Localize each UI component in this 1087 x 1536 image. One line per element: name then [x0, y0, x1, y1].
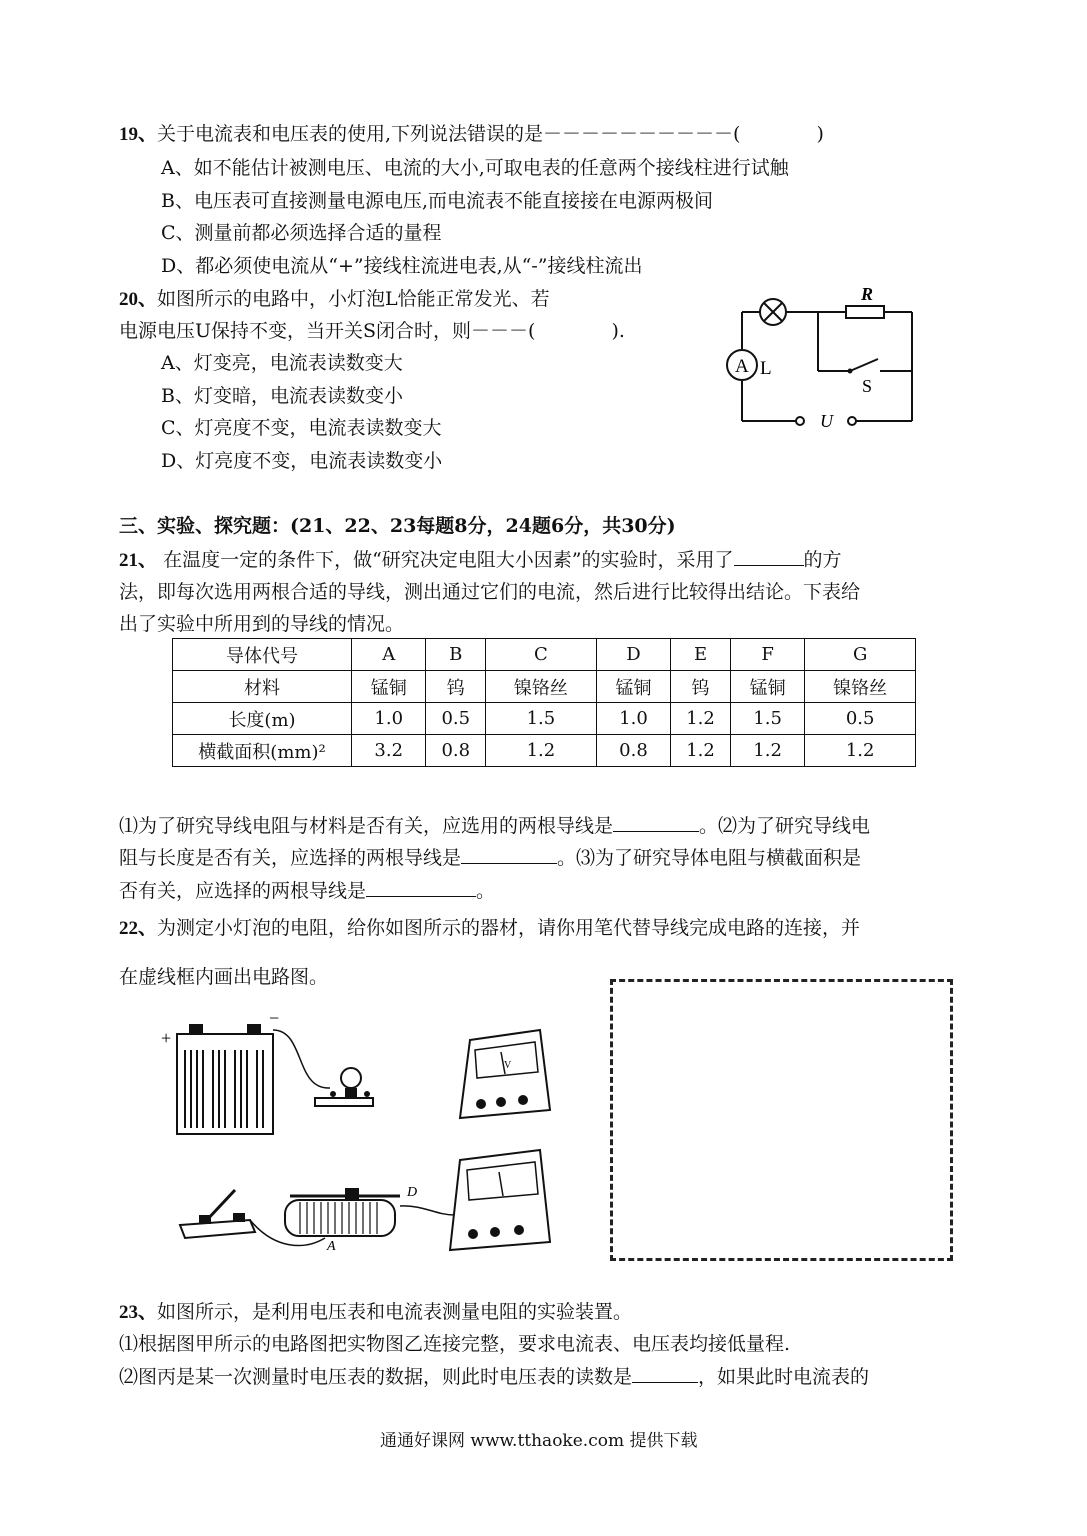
q21-method-blank[interactable]: [734, 547, 804, 566]
source-terminal-right: [848, 417, 856, 425]
q23-line1-text: 如图所示，是利用电压表和电流表测量电阻的实验装置。: [157, 1301, 633, 1323]
battery-icon: [161, 1010, 279, 1134]
q23-line3-text-b: ，如果此时电流表的: [698, 1366, 870, 1388]
q23-line1: [119, 1300, 632, 1325]
table-cell: 1.2: [730, 735, 804, 767]
q20-stem-line1: [119, 287, 550, 312]
table-cell: 1.0: [352, 703, 426, 735]
table-row-materials: [173, 671, 916, 703]
q21-line1: [119, 547, 842, 573]
q23-line3-text-a: ⑵图丙是某一次测量时电压表的数据，则此时电压表的读数是: [119, 1366, 633, 1388]
q20-number: 20、: [119, 289, 158, 310]
wire-table: [172, 638, 916, 767]
table-cell: 镍铬丝: [805, 671, 916, 703]
q21-line1-text-a: 在温度一定的条件下，做“研究决定电阻大小因素”的实验时，采用了: [163, 549, 734, 571]
table-cell: 1.2: [671, 735, 731, 767]
table-cell: 1.2: [486, 735, 597, 767]
table-row-lengths: [173, 703, 916, 735]
switch-icon: [180, 1190, 255, 1238]
table-cell: D: [596, 639, 670, 671]
q21-material-blank[interactable]: [613, 813, 699, 832]
rheostat-icon: [285, 1185, 417, 1254]
rheostat-label-a: A: [327, 1239, 336, 1254]
q21-line1-text-b: 的方: [803, 549, 842, 571]
lamp-symbol: [760, 299, 786, 325]
table-row-codes: [173, 639, 916, 671]
q22-apparatus-picture: [155, 1010, 575, 1260]
q20-circuit-diagram: [720, 285, 930, 435]
voltmeter-icon: [460, 1030, 550, 1118]
q19-stem-text: 关于电流表和电压表的使用,下列说法错误的是－－－－－－－－－－( ): [157, 123, 824, 145]
table-cell: 钨: [426, 671, 486, 703]
q21-area-blank[interactable]: [366, 878, 476, 897]
q20-option-a: A、灯变亮，电流表读数变大: [161, 352, 403, 374]
table-cell: 1.0: [596, 703, 670, 735]
table-cell: 镍铬丝: [486, 671, 597, 703]
switch-label: S: [862, 376, 873, 396]
table-cell: 锰铜: [730, 671, 804, 703]
q23-number: 23、: [119, 1302, 158, 1323]
source-label: U: [820, 411, 833, 431]
q21-part1-text-a: ⑴为了研究导线电阻与材料是否有关，应选用的两根导线是: [119, 815, 614, 837]
q22-line1: [119, 916, 860, 941]
q19-number: 19、: [119, 124, 158, 145]
q21-line2: 法，即每次选用两根合适的导线，测出通过它们的电流，然后进行比较得出结论。下表给: [119, 581, 861, 603]
battery-minus-label: −: [269, 1010, 280, 1028]
circuit-drawing-box[interactable]: [610, 979, 953, 1261]
q20-stem-line2: 电源电压U保持不变，当开关S闭合时，则－－－( ).: [119, 320, 625, 342]
q21-part3-text-b: 。: [476, 880, 496, 902]
q20-option-d: D、灯亮度不变，电流表读数变小: [161, 450, 443, 472]
q19-option-d: D、都必须使电流从“+”接线柱流进电表,从“-”接线柱流出: [161, 255, 643, 277]
table-cell: 锰铜: [352, 671, 426, 703]
q21-part1-text-b: 。⑵为了研究导线电: [699, 815, 871, 837]
voltmeter-label: V: [504, 1060, 512, 1071]
q21-line3: 出了实验中所用到的导线的情况。: [119, 613, 405, 635]
ammeter-label: A: [735, 356, 749, 377]
table-cell: E: [671, 639, 731, 671]
q19-stem: [119, 122, 824, 147]
table-cell: 0.8: [426, 735, 486, 767]
q20-stem-text-1: 如图所示的电路中，小灯泡L恰能正常发光、若: [157, 288, 550, 310]
table-cell: F: [730, 639, 804, 671]
page-footer: 通通好课网 www.tthaoke.com 提供下载: [380, 1431, 698, 1451]
table-cell: 1.2: [671, 703, 731, 735]
q23-line3: [119, 1364, 869, 1389]
lamp-label: L: [760, 358, 772, 379]
q21-part2-text-a: 阻与长度是否有关，应选择的两根导线是: [119, 847, 462, 869]
q19-option-b: B、电压表可直接测量电源电压,而电流表不能直接接在电源两极间: [161, 190, 714, 212]
q22-number: 22、: [119, 918, 158, 939]
table-cell: A: [352, 639, 426, 671]
table-cell: 钨: [671, 671, 731, 703]
q19-option-c: C、测量前都必须选择合适的量程: [161, 222, 442, 244]
table-cell: 0.8: [596, 735, 670, 767]
q23-line2: ⑴根据图甲所示的电路图把实物图乙连接完整，要求电流表、电压表均接低量程.: [119, 1333, 791, 1355]
rheostat-label-d: D: [407, 1185, 418, 1200]
q21-part1: [119, 813, 870, 838]
resistor-label: R: [861, 285, 874, 304]
section3-title: 三、实验、探究题：(21、22、23每题8分，24题6分，共30分): [119, 515, 676, 537]
table-cell: 0.5: [805, 703, 916, 735]
table-cell: C: [486, 639, 597, 671]
table-row-areas: [173, 735, 916, 767]
q21-part3: [119, 878, 495, 903]
q21-part2-text-b: 。⑶为了研究导体电阻与横截面积是: [557, 847, 862, 869]
q21-part3-text-a: 否有关，应选择的两根导线是: [119, 880, 367, 902]
table-header-area: 横截面积(mm)²: [173, 735, 352, 767]
ammeter-symbol: [727, 350, 757, 380]
table-header-material: 材料: [173, 671, 352, 703]
q23-voltage-blank[interactable]: [632, 1364, 698, 1383]
q19-option-a: A、如不能估计被测电压、电流的大小,可取电表的任意两个接线柱进行试触: [161, 157, 789, 179]
table-cell: 1.2: [805, 735, 916, 767]
table-cell: 3.2: [352, 735, 426, 767]
table-cell: 锰铜: [596, 671, 670, 703]
table-cell: G: [805, 639, 916, 671]
q22-line1-text: 为测定小灯泡的电阻，给你如图所示的器材，请你用笔代替导线完成电路的连接，并: [157, 917, 861, 939]
source-terminal-left: [796, 417, 804, 425]
q21-number: 21、: [119, 550, 158, 571]
table-header-length: 长度(m): [173, 703, 352, 735]
q21-part2: [119, 845, 861, 870]
q20-option-c: C、灯亮度不变，电流表读数变大: [161, 417, 442, 439]
battery-plus-label: +: [161, 1028, 172, 1048]
table-cell: 1.5: [730, 703, 804, 735]
table-cell: B: [426, 639, 486, 671]
table-cell: 0.5: [426, 703, 486, 735]
resistor-symbol: [846, 306, 884, 318]
q22-line2: 在虚线框内画出电路图。: [119, 966, 329, 988]
q20-option-b: B、灯变暗，电流表读数变小: [161, 385, 403, 407]
ammeter-icon: [450, 1150, 550, 1250]
q21-length-blank[interactable]: [461, 845, 557, 864]
table-header-code: 导体代号: [173, 639, 352, 671]
table-cell: 1.5: [486, 703, 597, 735]
